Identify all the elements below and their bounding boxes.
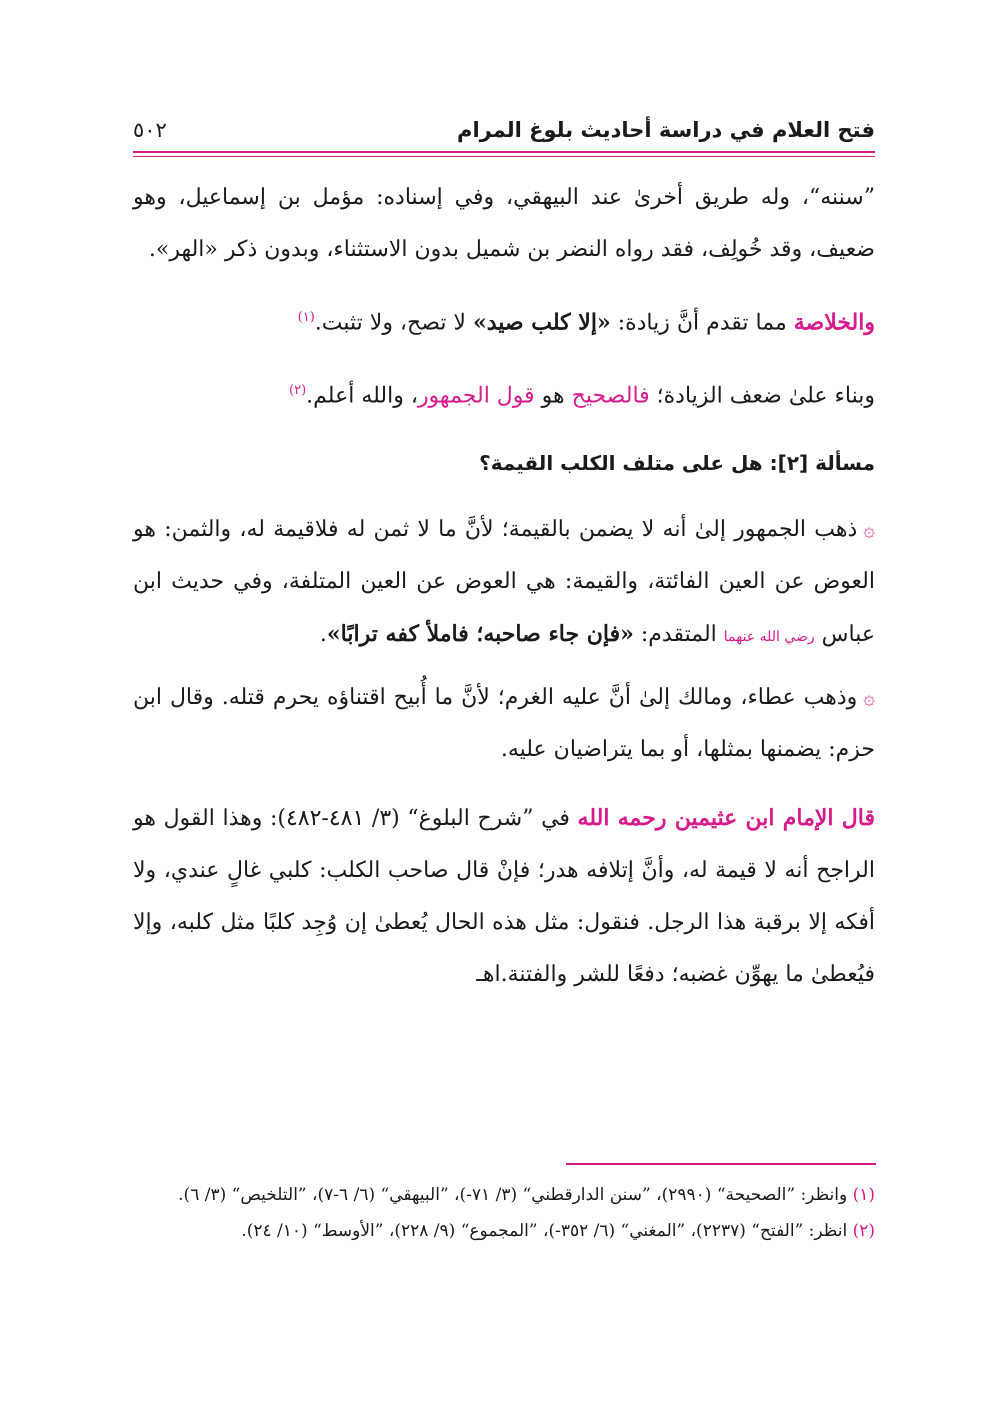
flower-ornament-icon: ۞ <box>863 516 875 541</box>
bullet-majority-text-c: . <box>319 621 327 647</box>
issue-label: مسألة [٢]: <box>769 450 875 475</box>
bullet-majority-quote: «فإن جاء صاحبه؛ فاملأ كفه ترابًا» <box>326 620 634 647</box>
conclusion-pink-b: قول الجمهور <box>417 383 535 409</box>
issue-heading <box>133 437 875 489</box>
footnote-separator <box>566 1163 876 1165</box>
footnotes <box>133 1180 875 1252</box>
issue-question: هل على متلف الكلب القيمة؟ <box>479 450 770 475</box>
bullet-majority <box>133 503 875 663</box>
footnote-ref-2[interactable]: (٢) <box>289 383 307 399</box>
header-rule <box>133 151 875 153</box>
summary-lead: والخلاصة <box>793 309 875 336</box>
footnote-ref-1[interactable]: (١) <box>297 310 315 325</box>
summary-quote: «إلا كلب صيد» <box>472 309 611 336</box>
footnote-text: وانظر: ”الصحيحة“ (٢٩٩٠)، ”سنن الدارقطني“ (٣/ ٧١-)، ”البيهقي“ (٦/ ٦-٧)، ”التلخيص“ (٣/ ٦). <box>178 1185 853 1205</box>
main-text <box>133 172 875 1001</box>
paragraph-1 <box>133 172 875 276</box>
ibn-uthaymeen-text-a: في <box>533 805 578 831</box>
footnote-number: (٢) <box>852 1221 875 1241</box>
summary-paragraph <box>133 292 875 349</box>
running-title: فتح العلام في دراسة أحاديث بلوغ المرام <box>457 118 875 142</box>
footnote-number: (١) <box>852 1185 875 1205</box>
footnote-2 <box>133 1216 875 1246</box>
honorific-icon: رضي الله عنهما <box>723 628 815 645</box>
conclusion-text-a: وبناء علىٰ ضعف الزيادة؛ <box>649 383 875 409</box>
bullet-majority-text-b: المتقدم: <box>633 621 724 647</box>
page-header <box>133 112 875 152</box>
conclusion-paragraph <box>133 365 875 422</box>
conclusion-text-c: ، والله أعلم. <box>306 383 418 409</box>
flower-ornament-icon: ۞ <box>863 684 875 709</box>
paragraph-1-text: ”سننه“، وله طريق أخرىٰ عند البيهقي، وفي إسناده: مؤمل بن إسماعيل، وهو ضعيف، وقد خُولِف، فقد رواه النضر بن شميل بدون الاستثناء، وبدون ذكر «الهر». <box>133 185 875 262</box>
footnote-1 <box>133 1180 875 1210</box>
summary-text-a: مما تقدم أنَّ زيادة: <box>610 310 794 336</box>
bullet-ata <box>133 671 875 776</box>
ibn-uthaymeen-paragraph <box>133 792 875 1001</box>
page-number: ٥٠٢ <box>133 118 167 142</box>
conclusion-text-b: هو <box>534 383 572 409</box>
conclusion-pink-a: فالصحيح <box>571 383 650 409</box>
bullet-majority-text-a: ذهب الجمهور إلىٰ أنه لا يضمن بالقيمة؛ لأنَّ ما لا ثمن له فلاقيمة له، والثمن: هو العوض عن العين الفائتة، والقيمة: هي العوض عن العين المتلفة، وفي حديث ابن عباس <box>133 516 875 647</box>
header-rule-thin <box>133 156 875 157</box>
footnote-text: انظر: ”الفتح“ (٢٢٣٧)، ”المغني“ (٦/ ٣٥٢-)، ”المجموع“ (٩/ ٢٢٨)، ”الأوسط“ (١٠/ ٢٤). <box>241 1221 853 1241</box>
ibn-uthaymeen-text-b: وهذا القول هو الراجح أنه لا قيمة له، وأنَّ إتلافه هدر؛ فإنْ قال صاحب الكلب: كلبي غالٍ عندي، ولا أفكه إلا برقبة هذا الرجل. فنقول: مثل هذه الحال يُعطىٰ إن وُجِد كلبًا مثل كلبه، وإلا فيُعطىٰ ما يهوِّن غضبه؛ دفعًا للشر والفتنة.اهـ <box>133 805 875 987</box>
ibn-uthaymeen-ref: ”شرح البلوغ“ (٣/ ٤٨١-٤٨٢): <box>269 805 534 831</box>
summary-text-b: لا تصح، ولا تثبت. <box>314 310 473 336</box>
ibn-uthaymeen-lead: قال الإمام ابن عثيمين رحمه الله <box>577 804 876 831</box>
bullet-ata-text: وذهب عطاء، ومالك إلىٰ أنَّ عليه الغرم؛ لأنَّ ما أُبيح اقتناؤه يحرم قتله. وقال ابن حزم: يضمنها بمثلها، أو بما يتراضيان عليه. <box>133 684 875 762</box>
